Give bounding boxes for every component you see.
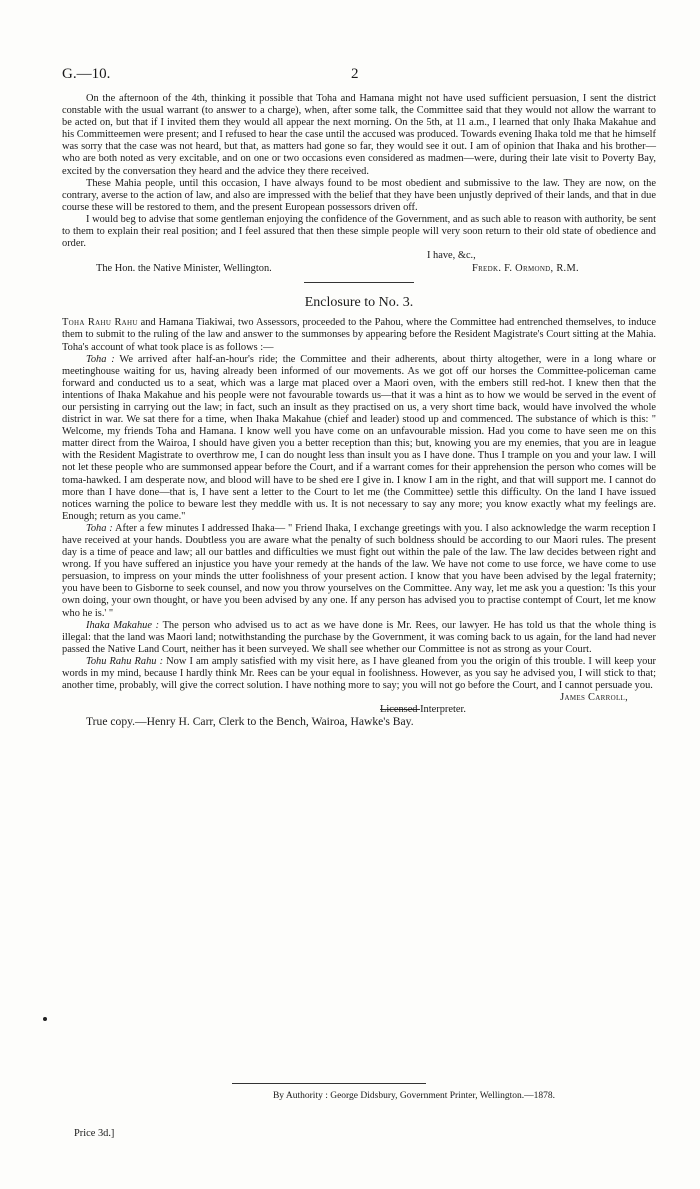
speech-text: After a few minutes I addressed Ihaka— " Friend Ihaka, I exchange greetings with you. I also acknowledge the warm reception I have received at your hands. Doubtless you are aware what the penalty of such boldness should be according to our Maori rules. The present day is a time of peace and law; all our battles and difficulties we must fight out within the pale of the law. The law decides between right and wrong. If you have suffered an injustice you have your remedy at the hands of the law. We have not come to use force, we have come to use persuasion, to impress on your minds the utter foolishness of your present action. I know that you have been advised by the legal fraternity; you have been to Gisborne to seek counsel, and now you throw yourselves on the Committee. Any way, let me ask you a question: 'Is this your own doing, your own thought, or have you been advised by any one. If any person has advised you to practise contempt of Court, let me know who he is.' " bbox=[62, 522, 656, 619]
speech-text: The person who advised us to act as we have done is Mr. Rees, our lawyer. He has told us that the whole thing is illegal: that the land was Maori land; notwithstanding the purchase by the Government, it was coming back to us again, for the land had never passed the Native Land Court, neither has it been surveyed. We shall see whether our Committee is not as strong as your Court. bbox=[62, 619, 656, 655]
speaker-name: Ihaka Makahue : bbox=[86, 619, 160, 631]
document-body bbox=[62, 93, 656, 728]
speech-text: We arrived after half-an-hour's ride; the Committee and their adherents, about thirty altogether, were in a long whare or meetinghouse waiting for us, having already been informed of our movements. As we got off our horses the Committee-policeman came forward and conducted us to a seat, which was a large mat placed over a Maori oven, with the embers still red-hot. I knew then that the intentions of Ihaka Makahue and his people were not favourable towards us—that it was a hint as to how we would be served in the event of our persisting in carrying out the law; in fact, such an insult as they practised on us, a very short time back, would have involved the whole district in war. We sat there for a time, when Ihaka Makahue (chief and leader) stood up and commenced. The substance of which is this: " Welcome, my friends Toha and Hamana. I know well you have come on an unfavourable mission. Had you come to have seen me on this matter direct from the Wairoa, I should have given you a better reception than this; but, knowing you are my enemies, that you are in league with the Resident Magistrate to overthrow me, I can do nought less than insult you as I have done. Thus I trample on you and your law. I will not let these people who are summonsed appear before the Court, and if a warrant comes for their apprehension the person who comes will be toma-hawked. I am desperate now, and blood will have to be shed ere I give in. I know I am in the right, and that will support me. I cannot do more than I have done—that is, I have sent a letter to the Court to let me (the Committee) settle this difficulty. On the land I have issued notices warning the police to beware lest they meddle with us. It is not necessary to say any more; you know exactly what my feelings are. Enough; return as you came." bbox=[62, 353, 656, 522]
signature: Fredk. F. Ormond, R.M. bbox=[472, 263, 579, 275]
footer-divider bbox=[232, 1083, 426, 1084]
letter-paragraph: These Mahia people, until this occasion, I have always found to be most obedient and submissive to the law. They are now, on the contrary, averse to the action of law, and also are impressed with the belief that they have been unjustly deprived of their lands, and that in due course these will be restored to them, and the present European possessors driven off. bbox=[62, 177, 656, 213]
speaker-name: Tohu Rahu Rahu : bbox=[86, 655, 164, 667]
address-line bbox=[62, 263, 656, 276]
enclosure-title: Enclosure to No. 3. bbox=[304, 295, 414, 311]
speaker-name: Toha : bbox=[86, 522, 113, 534]
closing-line bbox=[62, 250, 656, 263]
section-divider bbox=[304, 282, 414, 283]
printer-imprint bbox=[62, 1091, 656, 1101]
true-copy-note: True copy.—Henry H. Carr, Clerk to the Bench, Wairoa, Hawke's Bay. bbox=[86, 715, 414, 729]
speaker-name: Toha : bbox=[86, 353, 115, 365]
margin-dot bbox=[43, 1017, 47, 1021]
speech-paragraph bbox=[62, 523, 656, 620]
intro-text: and Hamana Tiakiwai, two Assessors, proceeded to the Pahou, where the Committee had entrenched themselves, to induce them to submit to the ruling of the law and answer to the summonses by appearing before the Resident Magistrate's Court sitting at the Mahia. Toha's account of what took place is as follows :— bbox=[62, 317, 656, 353]
price-label: Price 3d.] bbox=[74, 1128, 115, 1139]
speech-paragraph bbox=[62, 620, 656, 656]
speech-paragraph bbox=[62, 656, 656, 692]
closing: I have, &c., bbox=[427, 250, 476, 262]
intro-name: Toha Rahu Rahu bbox=[62, 317, 138, 329]
addressee: The Hon. the Native Minister, Wellington. bbox=[96, 263, 272, 275]
document-reference: G.—10. bbox=[62, 66, 111, 82]
speech-paragraph bbox=[62, 354, 656, 523]
interpreter-title: Licensed Interpreter. bbox=[380, 704, 466, 716]
enclosure-intro bbox=[62, 317, 656, 353]
interpreter-line bbox=[62, 704, 656, 716]
authority-line: By Authority : George Didsbury, Government Printer, Wellington.—1878. bbox=[272, 1091, 556, 1101]
interpreter-name: James Carroll, bbox=[560, 692, 628, 704]
letter-paragraph: I would beg to advise that some gentleman enjoying the confidence of the Government, and as such able to reason with authority, be sent to them to explain their real position; and I feel assured that then these simple people will very soon return to their old state of obedience and order. bbox=[62, 213, 656, 250]
speech-text: Now I am amply satisfied with my visit here, as I have gleaned from you the origin of this trouble. I will keep your words in my mind, because I hardly think Mr. Rees can be your equal in foolishness. However, as you say he advised you, I will stick to that; another time, probably, will give the correct solution. I have nothing more to say; you will not go before the Court, and I cannot persuade you. bbox=[62, 655, 657, 692]
letter-paragraph: On the afternoon of the 4th, thinking it possible that Toha and Hamana might not have used sufficient persuasion, I sent the district constable with the usual warrant (to answer to a charge), when, after some talk, the Committee said that they would not allow the warrant to be acted on, but that if I invited them they would all appear the next morning. On the 5th, at 11 a.m., I learned that only Ihaka Makahue and his Committeemen were present; and I refused to hear the case until the accused was produced. Towards evening Ihaka told me that he himself was sorry that the case was not heard, but that, as matters had gone so far, they would see it out. I am of opinion that Ihaka and his brother—who are both noted as very excitable, and on one or two occasions even considered as madmen—were, during their late visit to Poverty Bay, excited by the conversation they heard and the advice they there received. bbox=[62, 93, 656, 177]
page-number: 2 bbox=[351, 66, 359, 82]
